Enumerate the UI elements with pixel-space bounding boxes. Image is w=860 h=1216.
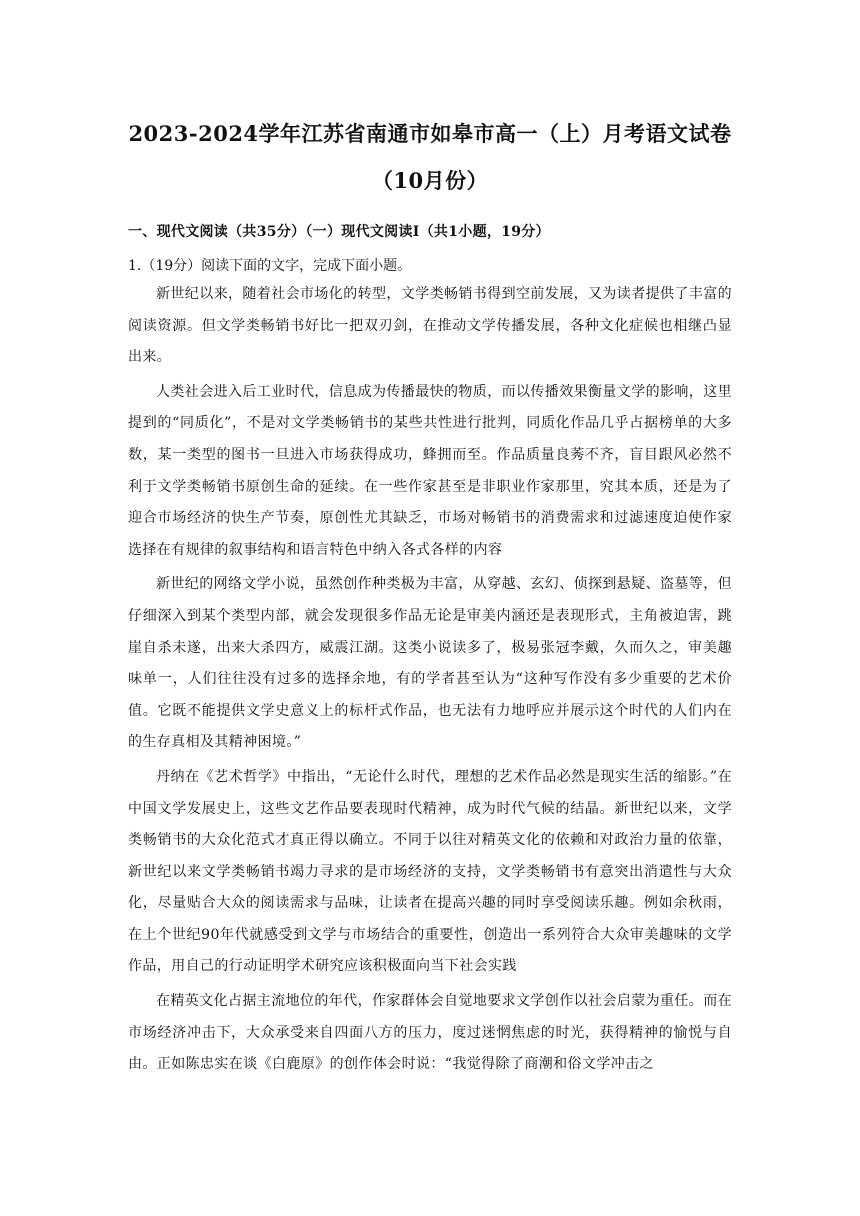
passage-paragraph: 新世纪以来，随着社会市场化的转型，文学类畅销书得到空前发展，又为读者提供了丰富的阅读资源。但文学类畅销书好比一把双刃剑，在推动文学传播发展，各种文化症候也相继凸显出来。: [128, 286, 732, 366]
reading-passage: [128, 279, 732, 1081]
passage-paragraph: 在精英文化占据主流地位的年代，作家群体会自觉地要求文学创作以社会启蒙为重任。而在市场经济冲击下，大众承受来自四面八方的压力，度过迷惘焦虑的时光，获得精神的愉悦与自由。正如陈忠实在谈《白鹿原》的创作体会时说：“我觉得除了商潮和俗文学冲击之: [128, 993, 732, 1073]
document-title: 2023-2024学年江苏省南通市如皋市高一（上）月考语文试卷（10月份）: [128, 121, 732, 193]
section-heading: 一、现代文阅读（共35分）（一）现代文阅读Ⅰ（共1小题，19分）: [128, 224, 550, 240]
passage-paragraph: 丹纳在《艺术哲学》中指出，“无论什么时代，理想的艺术作品必然是现实生活的缩影。”在中国文学发展史上，这些文艺作品要表现时代精神，成为时代气候的结晶。新世纪以来，文学类畅销书的大众化范式才真正得以确立。不同于以往对精英文化的依赖和对政治力量的依靠，新世纪以来文学类畅销书竭力寻求的是市场经济的支持，文学类畅销书有意突出消遣性与大众化，尽量贴合大众的阅读需求与品味，让读者在提高兴趣的同时享受阅读乐趣。例如余秋雨，在上个世纪90年代就感受到文学与市场结合的重要性，创造出一系列符合大众审美趣味的文学作品，用自己的行动证明学术研究应该积极面向当下社会实践: [128, 768, 732, 975]
passage-paragraph: 新世纪的网络文学小说，虽然创作种类极为丰富，从穿越、玄幻、侦探到悬疑、盗墓等，但仔细深入到某个类型内部，就会发现很多作品无论是审美内涵还是表现形式，主角被迫害，跳崖自杀未遂，出来大杀四方，威震江湖。这类小说读多了，极易张冠李戴，久而久之，审美趣味单一，人们往往没有过多的选择余地，有的学者甚至认为“这种写作没有多少重要的艺术价值。它既不能提供文学史意义上的标杆式作品，也无法有力地呼应并展示这个时代的人们内在的生存真相及其精神困境。”: [128, 576, 732, 751]
exam-page: [128, 110, 732, 1081]
passage-paragraph: 人类社会进入后工业时代，信息成为传播最快的物质，而以传播效果衡量文学的影响，这里提到的“同质化”，不是对文学类畅销书的某些共性进行批判，同质化作品几乎占据榜单的大多数，某一类型的图书一旦进入市场获得成功，蜂拥而至。作品质量良莠不齐，盲目跟风必然不利于文学类畅销书原创生命的延续。在一些作家甚至是非职业作家那里，究其本质，还是为了迎合市场经济的快生产节奏，原创性尤其缺乏，市场对畅销书的消费需求和过滤速度迫使作家选择在有规律的叙事结构和语言特色中纳入各式各样的内容: [128, 383, 732, 558]
question-prompt: 1.（19分）阅读下面的文字，完成下面小题。: [128, 258, 412, 274]
